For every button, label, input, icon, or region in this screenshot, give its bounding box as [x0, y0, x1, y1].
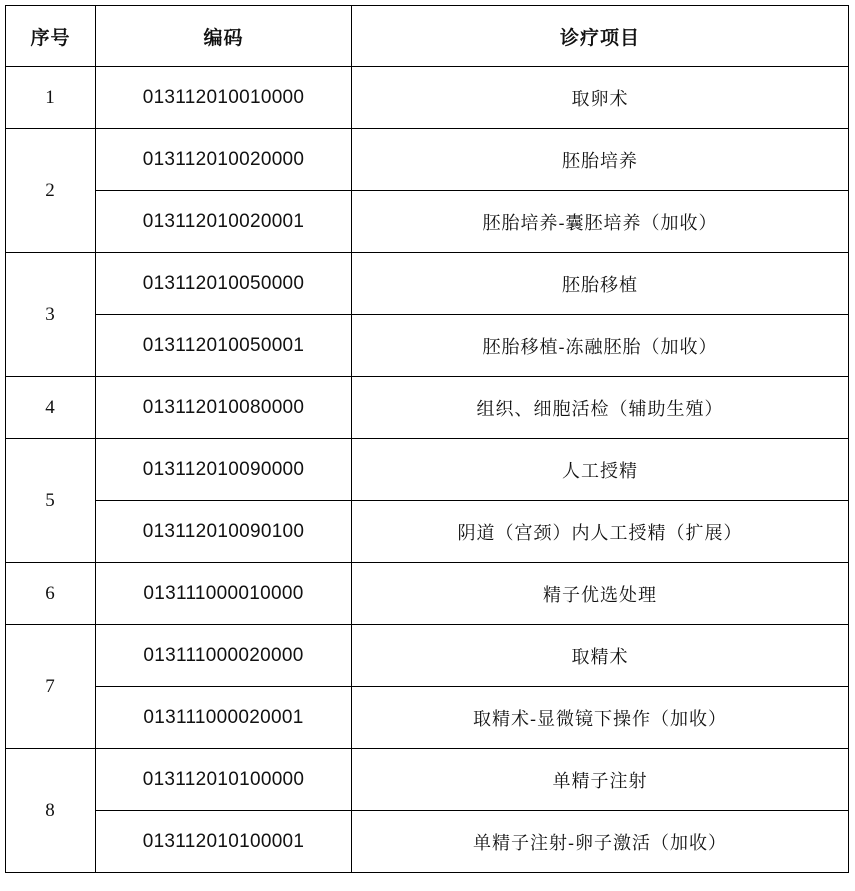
code-cell: 013112010050000: [96, 253, 352, 315]
item-cell: 组织、细胞活检（辅助生殖）: [352, 377, 849, 439]
seq-cell: 4: [6, 377, 96, 439]
seq-cell: 7: [6, 625, 96, 749]
procedure-table: [5, 5, 849, 873]
item-cell: 人工授精: [352, 439, 849, 501]
table-row: [6, 315, 849, 377]
code-cell: 013112010090000: [96, 439, 352, 501]
item-cell: 单精子注射-卵子激活（加收）: [352, 811, 849, 873]
code-cell: 013112010020001: [96, 191, 352, 253]
item-cell: 胚胎移植: [352, 253, 849, 315]
seq-cell: 1: [6, 67, 96, 129]
item-cell: 取精术-显微镜下操作（加收）: [352, 687, 849, 749]
table-row: [6, 687, 849, 749]
table-row: [6, 625, 849, 687]
table-row: [6, 191, 849, 253]
table-header-row: [6, 6, 849, 67]
code-cell: 013111000020000: [96, 625, 352, 687]
item-cell: 胚胎培养: [352, 129, 849, 191]
item-cell: 取精术: [352, 625, 849, 687]
code-cell: 013112010100000: [96, 749, 352, 811]
table-row: [6, 253, 849, 315]
code-cell: 013111000020001: [96, 687, 352, 749]
column-header-item: 诊疗项目: [352, 6, 849, 67]
code-cell: 013112010080000: [96, 377, 352, 439]
seq-cell: 3: [6, 253, 96, 377]
item-cell: 单精子注射: [352, 749, 849, 811]
table-row: [6, 129, 849, 191]
seq-cell: 8: [6, 749, 96, 873]
code-cell: 013112010010000: [96, 67, 352, 129]
table-row: [6, 811, 849, 873]
item-cell: 取卵术: [352, 67, 849, 129]
table-row: [6, 67, 849, 129]
item-cell: 精子优选处理: [352, 563, 849, 625]
code-cell: 013112010020000: [96, 129, 352, 191]
seq-cell: 6: [6, 563, 96, 625]
item-cell: 胚胎培养-囊胚培养（加收）: [352, 191, 849, 253]
code-cell: 013112010100001: [96, 811, 352, 873]
seq-cell: 5: [6, 439, 96, 563]
table-row: [6, 563, 849, 625]
table-row: [6, 377, 849, 439]
table-row: [6, 501, 849, 563]
column-header-code: 编码: [96, 6, 352, 67]
item-cell: 胚胎移植-冻融胚胎（加收）: [352, 315, 849, 377]
table-row: [6, 749, 849, 811]
column-header-seq: 序号: [6, 6, 96, 67]
code-cell: 013112010050001: [96, 315, 352, 377]
seq-cell: 2: [6, 129, 96, 253]
item-cell: 阴道（宫颈）内人工授精（扩展）: [352, 501, 849, 563]
table-row: [6, 439, 849, 501]
code-cell: 013112010090100: [96, 501, 352, 563]
code-cell: 013111000010000: [96, 563, 352, 625]
table-body: [6, 67, 849, 873]
